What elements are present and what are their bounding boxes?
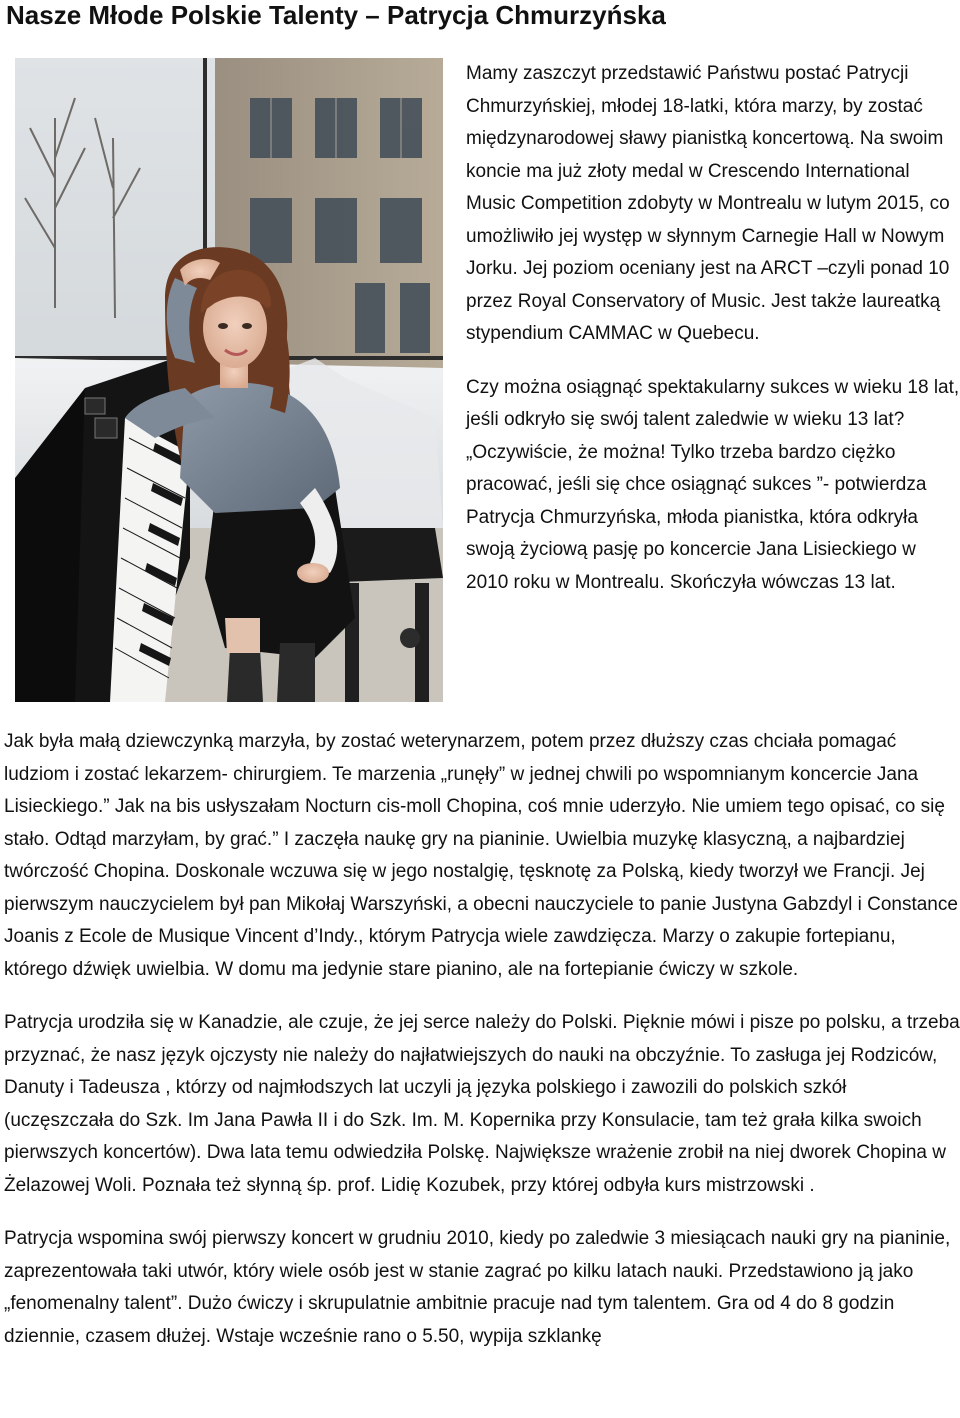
pianist-photo	[15, 58, 443, 702]
intro-paragraph: Czy można osiągnąć spektakularny sukces w wieku 18 lat, jeśli odkryło się swój talent zaledwie w wieku 13 lat? „Oczywiście, że można! Tylko trzeba bardzo ciężko pracować, jeśli się chce osiągnąć sukces ”- potwierdza Patrycja Chmurzyńska, młoda pianistka, która odkryła swoją życiową pasję po koncercie Jana Lisieckiego w 2010 roku w Montrealu. Skończyła wówczas 13 lat.	[466, 376, 960, 593]
body-paragraph: Jak była małą dziewczynką marzyła, by zostać weterynarzem, potem przez dłuższy czas chciała pomagać ludziom i zostać lekarzem- chirurgiem. Te marzenia „runęły” w jednej chwili po wspomnianym koncercie Jana Lisieckiego.” Jak na bis usłyszałam Nocturn cis-moll Chopina, coś mnie uderzyło. Nie umiem tego opisać, co się stało. Odtąd marzyłam, by grać.” I zaczęła naukę gry na pianinie. Uwielbia muzykę klasyczną, a najbardziej twórczość Chopina. Doskonale wczuwa się w jego nostalgię, tęsknotę za Polską, kiedy tworzył we Francji. Jej pierwszym nauczycielem był pan Mikołaj Warszyński, a obecni nauczyciele to panie Justyna Gabzdyl i Constance Joanis z Ecole de Musique Vincent d’Indy., którym Patrycja wiele zawdzięcza. Marzy o zakupie fortepianu, którego dźwięk uwielbia. W domu ma jedynie stare pianino, ale na fortepianie ćwiczy w szkole.	[4, 731, 958, 980]
body-paragraph: Patrycja urodziła się w Kanadzie, ale czuje, że jej serce należy do Polski. Pięknie mówi i pisze po polsku, a trzeba przyznać, że nasz język ojczysty nie należy do najłatwiejszych do nauki na obczyźnie. To zasługa jej Rodziców, Danuty i Tadeusza , którzy od najmłodszych lat uczyli ją języka polskiego i zawozili do polskich szkół (uczęszczała do Szk. Im Jana Pawła II i do Szk. Im. M. Kopernika przy Konsulacie, tam też grała kilka swoich pierwszych koncertów). Dwa lata temu odwiedziła Polskę. Największe wrażenie zrobił na niej dworek Chopina w Żelazowej Woli. Poznała też słynną śp. prof. Lidię Kozubek, przy której odbyła kurs mistrzowski .	[4, 1012, 960, 1196]
intro-column	[466, 58, 960, 620]
body-paragraph: Patrycja wspomina swój pierwszy koncert w grudniu 2010, kiedy po zaledwie 3 miesiącach nauki gry na pianinie, zaprezentowała taki utwór, który wiele osób jest w stanie zagrać po kilku latach nauki. Przedstawiono ją jako „fenomenalny talent”. Dużo ćwiczy i skrupulatnie ambitnie pracuje nad tym talentem. Gra od 4 do 8 godzin dziennie, czasem dłużej. Wstaje wcześnie rano o 5.50, wypija szklankę	[4, 1228, 951, 1347]
article-body	[4, 726, 960, 1374]
intro-paragraph: Mamy zaszczyt przedstawić Państwu postać Patrycji Chmurzyńskiej, młodej 18-latki, która marzy, by zostać międzynarodowej sławy pianistką koncertową. Na swoim koncie ma już złoty medal w Crescendo International Music Competition zdobyty w Montrealu w lutym 2015, co umożliwiło jej występ w słynnym Carnegie Hall w Nowym Jorku. Jej poziom oceniany jest na ARCT –czyli ponad 10 przez Royal Conservatory of Music. Jest także laureatką stypendium CAMMAC w Quebecu.	[466, 63, 950, 344]
document-title: Nasze Młode Polskie Talenty – Patrycja Chmurzyńska	[6, 0, 666, 30]
